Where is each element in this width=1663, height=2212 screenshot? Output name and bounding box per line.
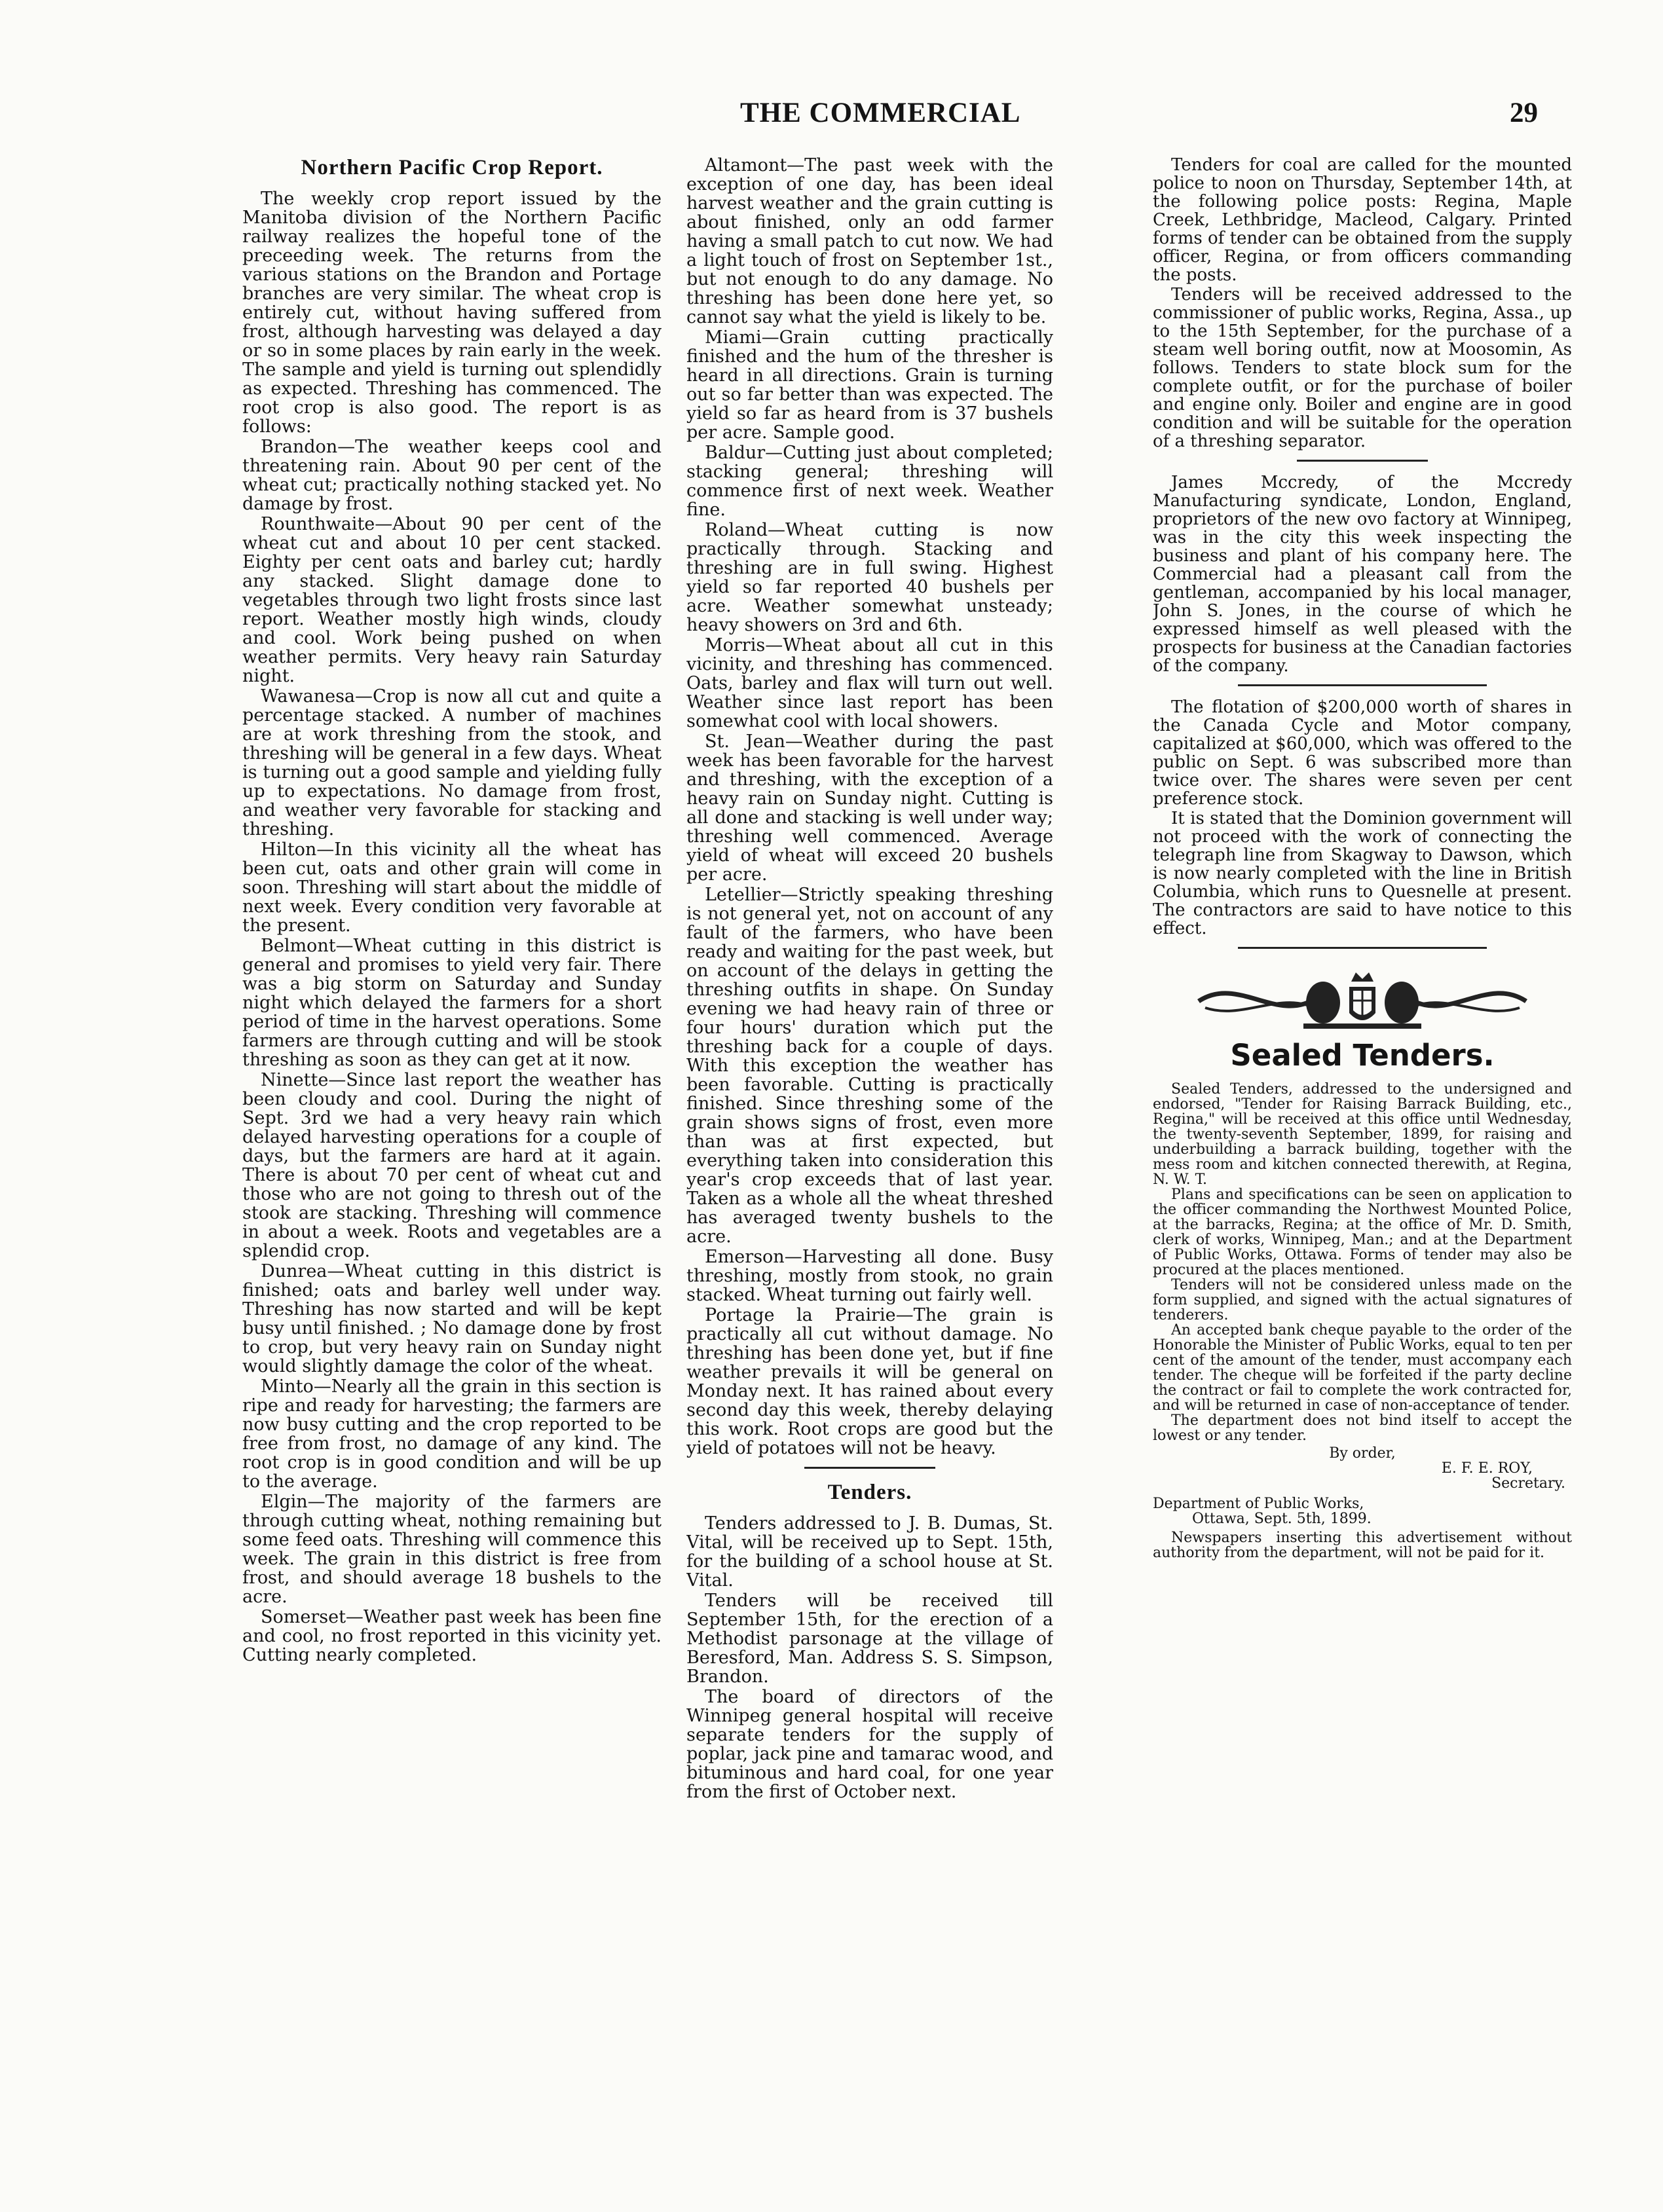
station-report-brandon: Brandon—The weather keeps cool and threatening rain. About 90 per cent of the wheat cut; practically nothing stacked yet. No damage by frost. [242, 437, 662, 514]
telegraph-item: It is stated that the Dominion government will not proceed with the work of connecting the telegraph line from Skagway to Dawson, which is now nearly completed with the line in British Columbia, which runs to Quesnelle at present. The contractors are said to have notice to this effect. [1153, 809, 1572, 938]
department: Department of Public Works, [1153, 1496, 1364, 1512]
sealed-tenders-notice [1153, 1082, 1572, 1560]
station-report-wawanesa: Wawanesa—Crop is now all cut and quite a percentage stacked. A number of machines are at work threshing from the stook, and threshing will be general in a few days. Wheat is turning out a good sample and yielding fully up to expectations. No damage from frost, and weather very favorable for stacking and threshing. [242, 686, 662, 839]
royal-coat-of-arms-icon [1192, 962, 1533, 1034]
tender-notice-school: Tenders addressed to J. B. Dumas, St. Vital, will be received up to Sept. 15th, for the building of a school house at St. Vital. [686, 1513, 1053, 1591]
section-divider [1238, 684, 1487, 686]
station-report-roland: Roland—Wheat cutting is now practically through. Stacking and threshing are in full swing. Highest yield so far reported 40 bushels per acre. Weather somewhat unsteady; heavy showers on 3rd and 6th. [686, 520, 1053, 635]
station-report-elgin: Elgin—The majority of the farmers are through cutting wheat, nothing remaining but some feed oats. Threshing will commence this week. The grain in this district is free from frost, and should average 18 bushels to the acre. [242, 1492, 662, 1607]
column-2 [686, 156, 1053, 2186]
section-divider [1297, 460, 1428, 462]
station-report-minto: Minto—Nearly all the grain in this section is ripe and ready for harvesting; the farmers are now busy cutting and the crop reported to be free from frost, no damage of any kind. The root crop is in good condition and will be up to the average. [242, 1376, 662, 1492]
station-report-altamont: Altamont—The past week with the exception of one day, has been ideal harvest weather and the grain cutting is about finished, only an odd farmer having a small patch to cut now. We had a light touch of frost on September 1st., but not enough to do any damage. No threshing has been done here yet, so cannot say what the yield is likely to be. [686, 156, 1053, 327]
station-report-letellier: Letellier—Strictly speaking threshing is not general yet, not on account of any fault of the farmers, who have been ready and waiting for the past week, but on account of the delays in getting the threshing outfits in shape. On Sunday evening we had heavy rain of three or four hours' duration which put the threshing back for a couple of days. With this exception the weather has been favorable. Cutting is practically finished. Since threshing some of the grain shows signs of frost, even more than was at first expected, but everything taken into consideration this year's crop exceeds that of last year. Taken as a whole all the wheat threshed has averaged twenty bushels to the acre. [686, 885, 1053, 1247]
running-head [0, 97, 1663, 136]
sealed-tenders-paragraph: Sealed Tenders, addressed to the undersigned and endorsed, "Tender for Raising Barrack Building, etc., Regina," will be received at this office until Wednesday, the twenty-seventh September, 1899, for raising and underbuilding a barrack building, together with the mess room and kitchen connected therewith, at Regina, N. W. T. [1153, 1081, 1572, 1188]
mccredy-item: James Mccredy, of the Mccredy Manufacturing syndicate, London, England, proprietors of the new ovo factory at Winnipeg, was in the city this week inspecting the business and plant of his company here. The Commercial had a pleasant call from the gentleman, accompanied by his local manager, John S. Jones, in the course of which he expressed himself as well pleased with the prospects for business at the Canadian factories of the company. [1153, 473, 1572, 676]
sealed-tenders-paragraph: Plans and specifications can be seen on application to the officer commanding the Northwest Mounted Police, at the barracks, Regina; at the office of Mr. D. Smith, clerk of works, Winnipeg, Man.; and at the Department of Public Works, Ottawa. Forms of tender may also be procured at the places mentioned. [1153, 1187, 1572, 1278]
flotation-item: The flotation of $200,000 worth of shares in the Canada Cycle and Motor company, capitalized at $60,000, which was offered to the public on Sept. 6 was subscribed more than twice over. The shares were seven per cent preference stock. [1153, 697, 1572, 809]
crop-report-title: Northern Pacific Crop Report. [301, 156, 603, 179]
tenders-title: Tenders. [827, 1481, 912, 1504]
signatory-title: Secretary. [1491, 1475, 1565, 1492]
sealed-tenders-paragraph: An accepted bank cheque payable to the order of the Honorable the Minister of Public Works, equal to ten per cent of the amount of the tender, must accompany each tender. The cheque will be forfeited if the party decline the contract or fail to complete the work contracted for, and will be returned in case of non-acceptance of tender. [1153, 1322, 1572, 1414]
station-report-ninette: Ninette—Since last report the weather has been cloudy and cool. During the night of Sept. 3rd we had a very heavy rain which delayed harvesting operations for a couple of days, but the farmers are hard at it again. There is about 70 per cent of wheat cut and those who are not going to thresh out of the stook are stacking. Threshing will commence in about a week. Roots and vegetables are a splendid crop. [242, 1070, 662, 1261]
station-report-baldur: Baldur—Cutting just about completed; stacking general; threshing will commence first of next week. Weather fine. [686, 443, 1053, 520]
station-report-dunrea: Dunrea—Wheat cutting in this district is finished; oats and barley well under way. Threshing has now started and will be kept busy until finished. ; No damage done by frost to crop, but very heavy rain on Sunday night would slightly damage the color of the wheat. [242, 1261, 662, 1376]
tender-notice-parsonage: Tenders will be received till September 15th, for the erection of a Methodist parsonage at the village of Beresford, Man. Address S. S. Simpson, Brandon. [686, 1591, 1053, 1687]
station-report-st-jean: St. Jean—Weather during the past week has been favorable for the harvest and threshing, with the exception of a heavy rain on Sunday night. Cutting is all done and stacking is well under way; threshing well commenced. Average yield of wheat will exceed 20 bushels per acre. [686, 731, 1053, 885]
station-report-belmont: Belmont—Wheat cutting in this district is general and promises to yield very fair. There was a big storm on Saturday and Sunday night which delayed the farmers for a short period of time in the harvest operations. Some farmers are through cutting and will be stook threshing as soon as they can get at it now. [242, 936, 662, 1070]
by-order: By order, [1329, 1445, 1396, 1462]
crop-report-intro: The weekly crop report issued by the Manitoba division of the Northern Pacific railway realizes the hopeful tone of the preceeding week. The returns from the various stations on the Brandon and Portage branches are very similar. The wheat crop is entirely cut, without having suffered from frost, although harvesting was delayed a day or so in some places by rain early in the week. The sample and yield is turning out splendidly as expected. Threshing has commenced. The root crop is also good. The report is as follows: [242, 189, 662, 437]
column-3 [1153, 156, 1572, 2186]
newspaper-footnote: Newspapers inserting this advertisement without authority from the department, will not be paid for it. [1153, 1530, 1572, 1561]
station-report-emerson: Emerson—Harvesting all done. Busy threshing, mostly from stook, no grain stacked. Wheat turning out fairly well. [686, 1247, 1053, 1305]
coal-tenders-notice: Tenders for coal are called for the mounted police to noon on Thursday, September 14th, at the following police posts: Regina, Maple Creek, Lethbridge, Macleod, Calgary. Printed forms of tender can be obtained from the supply officer, Regina, or from officers commanding the posts. [1153, 156, 1572, 285]
page-number: 29 [1510, 98, 1538, 128]
tender-notice-hospital: The board of directors of the Winnipeg general hospital will receive separate tenders for the supply of poplar, jack pine and tamarac wood, and bituminous and hard coal, for one year from the first of October next. [686, 1687, 1053, 1802]
boring-outfit-notice: Tenders will be received addressed to the commissioner of public works, Regina, Assa., up to the 15th September, for the purchase of a steam well boring outfit, now at Moosomin, As follows. Tenders to state block sum for the complete outfit, or for the purchase of boiler and engine only. Boiler and engine are in good condition and will be suitable for the operation of a threshing separator. [1153, 285, 1572, 451]
sealed-tenders-paragraph: The department does not bind itself to accept the lowest or any tender. [1153, 1412, 1572, 1444]
section-divider [1238, 947, 1487, 949]
station-report-portage: Portage la Prairie—The grain is practically all cut without damage. No threshing has been done yet, but if fine weather prevails it will be general on Monday next. It has rained about every second day this week, thereby delaying this work. Root crops are good but the yield of potatoes will not be heavy. [686, 1305, 1053, 1458]
masthead: THE COMMERCIAL [740, 98, 1021, 128]
sealed-tenders-headline: Sealed Tenders. [1230, 1038, 1495, 1073]
station-report-hilton: Hilton—In this vicinity all the wheat has been cut, oats and other grain will come in soon. Threshing will start about the middle of next week. Every condition very favorable at the present. [242, 839, 662, 936]
section-divider [804, 1467, 935, 1469]
station-report-somerset: Somerset—Weather past week has been fine and cool, no frost reported in this vicinity yet. Cutting nearly completed. [242, 1607, 662, 1665]
sealed-tenders-paragraph: Tenders will not be considered unless made on the form supplied, and signed with the actual signatures of tenderers. [1153, 1277, 1572, 1323]
dateline: Ottawa, Sept. 5th, 1899. [1192, 1511, 1372, 1527]
station-report-morris: Morris—Wheat about all cut in this vicinity, and threshing has commenced. Oats, barley and flax will turn out well. Weather since last report has been somewhat cool with local showers. [686, 635, 1053, 731]
signatory: E. F. E. ROY, [1441, 1460, 1533, 1477]
station-report-miami: Miami—Grain cutting practically finished and the hum of the thresher is heard in all directions. Grain is turning out so far better than was expected. The yield so far as heard from is 37 bushels per acre. Sample good. [686, 327, 1053, 443]
station-report-rounthwaite: Rounthwaite—About 90 per cent of the wheat cut and about 10 per cent stacked. Eighty per cent oats and barley cut; hardly any stacked. Slight damage done to vegetables through two light frosts since last report. Weather mostly high winds, cloudy and cool. Work being pushed on when weather permits. Very heavy rain Saturday night. [242, 514, 662, 686]
column-1 [242, 156, 662, 2186]
